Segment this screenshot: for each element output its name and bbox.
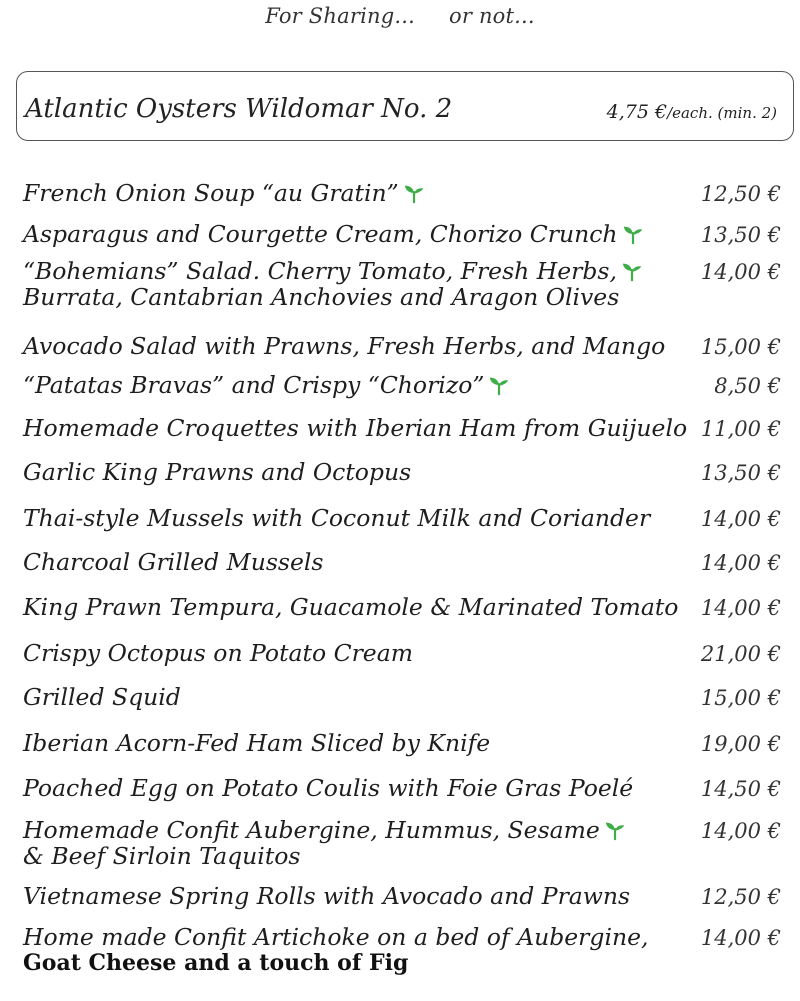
menu-item [23,549,783,575]
menu-item-name: Homemade Croquettes with Iberian Ham from Guijuelo [23,414,688,442]
menu-item-name: Iberian Acorn-Fed Ham Sliced by Knife [23,729,491,757]
menu-item [23,415,783,441]
menu-item-name: Charcoal Grilled Mussels [23,548,324,576]
menu-item-name-continued: & Beef Sirloin Taquitos [23,842,301,870]
menu-item-name: Asparagus and Courgette Cream, Chorizo Crunch [23,220,618,248]
menu-item-price: 14,00 € [700,551,781,575]
menu-item [23,258,783,310]
menu-item-name: French Onion Soup “au Gratin” [23,179,399,207]
menu-item-name: Crispy Octopus on Potato Cream [23,639,413,667]
menu-item [23,180,783,206]
menu-item-name: King Prawn Tempura, Guacamole & Marinated Tomato [23,593,679,621]
sprout-icon [488,374,510,396]
header-left: For Sharing... [265,4,415,28]
menu-item [23,924,783,976]
menu-item-name: Thai-style Mussels with Coconut Milk and Coriander [23,504,651,532]
menu-item-name: “Bohemians” Salad. Cherry Tomato, Fresh Herbs, [23,257,617,285]
menu-item-name: Avocado Salad with Prawns, Fresh Herbs, and Mango [23,332,666,360]
menu-item-price: 15,00 € [700,686,781,710]
menu-item [23,684,783,710]
menu-item-name: Vietnamese Spring Rolls with Avocado and Prawns [23,882,631,910]
menu-item-name-continued: Goat Cheese and a touch of Fig [23,950,409,976]
menu-item-price: 14,00 € [700,260,781,284]
menu-item [23,883,783,909]
menu-item-name: “Patatas Bravas” and Crispy “Chorizo” [23,371,485,399]
menu-item-price: 13,50 € [700,461,781,485]
menu-item-name: Garlic King Prawns and Octopus [23,458,412,486]
sprout-icon [604,819,626,841]
menu-item-name: Homemade Confit Aubergine, Hummus, Sesame [23,816,600,844]
menu-item-price: 13,50 € [700,223,781,247]
menu-item [23,594,783,620]
menu-item-price: 11,00 € [700,417,781,441]
menu-item [23,333,783,359]
menu-item-price: 14,00 € [700,926,781,950]
sprout-icon [621,260,643,282]
menu-item-price: 12,50 € [700,885,781,909]
menu-item-price: 12,50 € [700,182,781,206]
menu-item [23,459,783,485]
menu-item-price: 14,50 € [700,777,781,801]
menu-item [23,775,783,801]
menu-item [23,817,783,869]
menu-item-price: 19,00 € [700,732,781,756]
menu-item [23,640,783,666]
menu-item-price: 8,50 € [714,374,781,398]
sprout-icon [622,223,644,245]
menu-item-name-continued: Burrata, Cantabrian Anchovies and Aragon Olives [23,283,620,311]
menu-item-price: 15,00 € [700,335,781,359]
menu-item [23,221,783,247]
menu-item-price: 14,00 € [700,507,781,531]
menu-item [23,372,783,398]
featured-name: Atlantic Oysters Wildomar No. 2 [25,94,453,124]
menu-item [23,730,783,756]
header-right: or not... [448,4,535,28]
featured-price-unit: /each. (min. 2) [667,104,777,122]
menu-item-name: Grilled Squid [23,683,181,711]
menu-item-name: Poached Egg on Potato Coulis with Foie Gras Poelé [23,774,634,802]
menu-item-price: 21,00 € [700,642,781,666]
sprout-icon [403,182,425,204]
menu-item-price: 14,00 € [700,596,781,620]
menu-item [23,505,783,531]
menu-item-price: 14,00 € [700,819,781,843]
menu-item-name: Home made Confit Artichoke on a bed of Aubergine, [23,923,649,951]
featured-price-value: 4,75 € [606,101,668,123]
